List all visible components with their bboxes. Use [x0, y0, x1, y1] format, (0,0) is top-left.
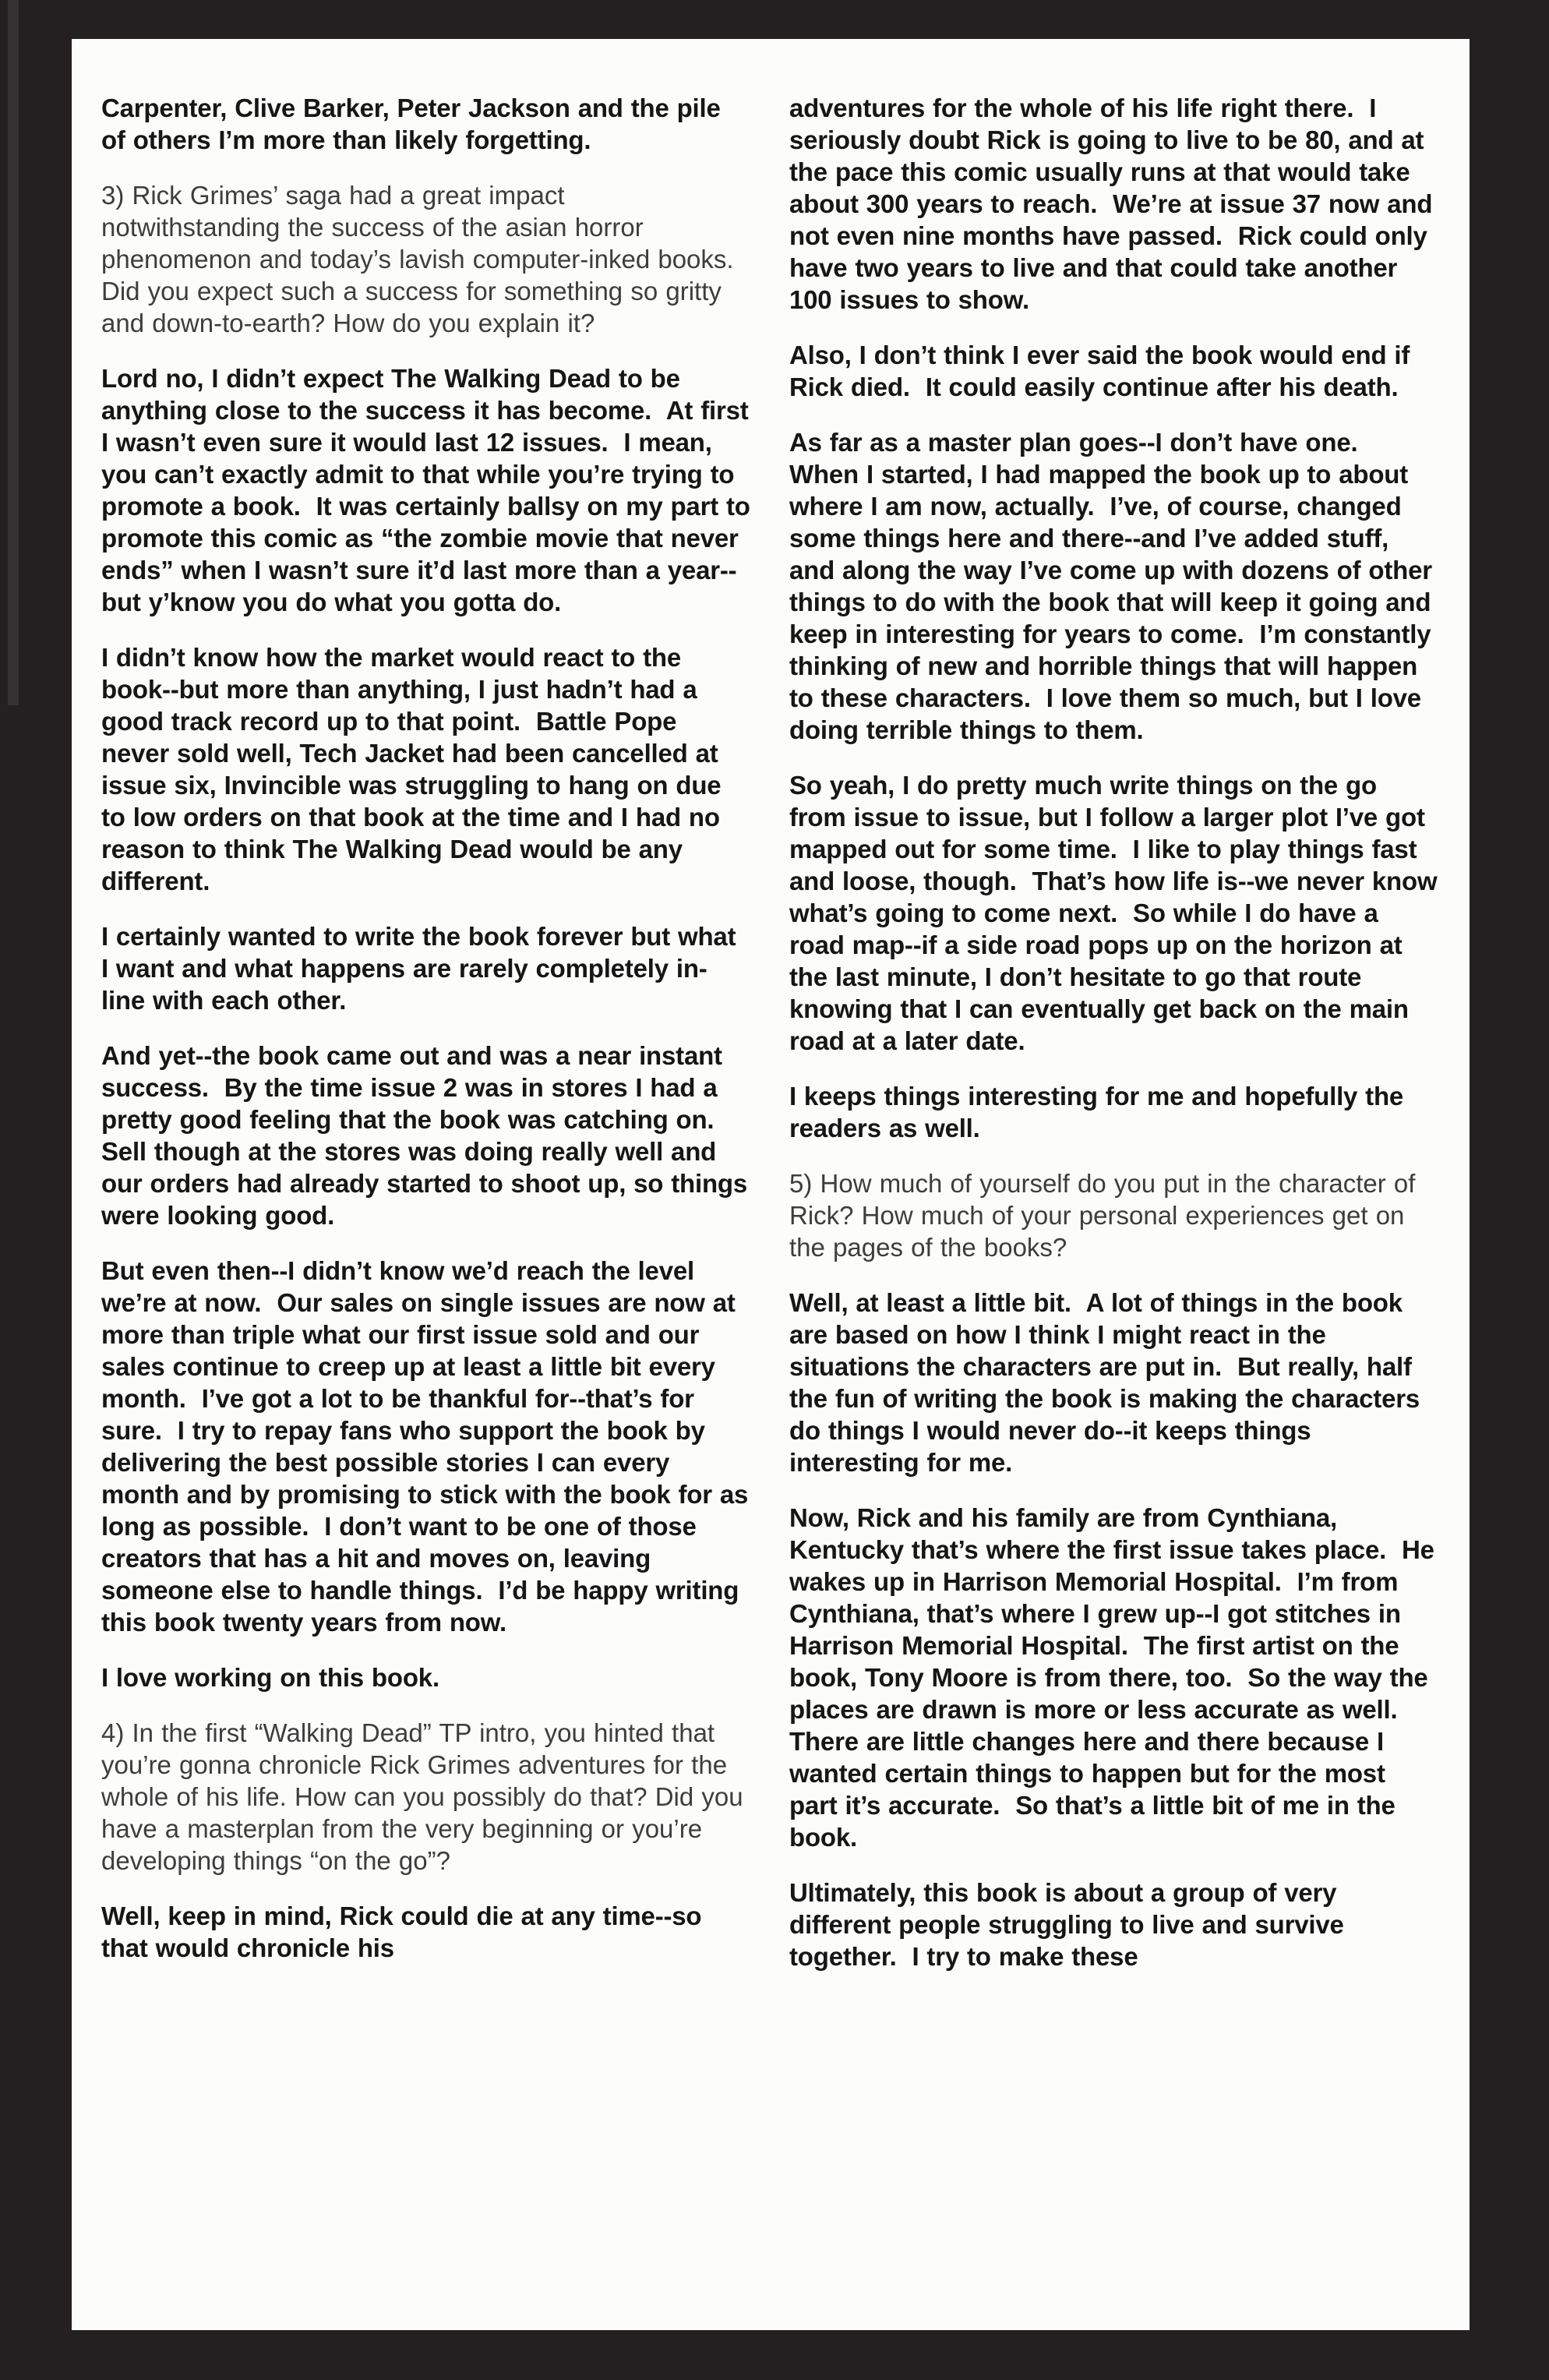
answer-paragraph: Lord no, I didn’t expect The Walking Dead to be anything close to the success it has become. At first I wasn’t even sure it would last 12 issues. I mean, you can’t exactly admit to that while you’re trying to promote a book. It was certainly ballsy on my part to promote this comic as “the zombie movie that never ends” when I wasn’t sure it’d last more than a year--but y’know you do what you gotta do.	[101, 364, 758, 616]
answer-paragraph: Well, at least a little bit. A lot of things in the book are based on how I think I might react in the situations the characters are put in. But really, half the fun of writing the book is making the characters do things I would never do--it keeps things interesting for me.	[789, 1288, 1428, 1477]
right-column	[789, 92, 1445, 1996]
answer-paragraph: Ultimately, this book is about a group of very different people struggling to live and survive together. I try to make these	[789, 1878, 1352, 1971]
question-paragraph: 5) How much of yourself do you put in the character of Rick? How much of your personal experiences get on the pages of the books?	[789, 1169, 1424, 1262]
answer-paragraph: I keeps things interesting for me and hopefully the readers as well.	[789, 1082, 1412, 1142]
scan-edge-artifact	[8, 0, 19, 705]
answer-paragraph: Well, keep in mind, Rick could die at any time--so that would chronicle his	[101, 1902, 710, 1962]
answer-paragraph: I love working on this book.	[101, 1663, 439, 1692]
answer-paragraph: I certainly wanted to write the book forever but what I want and what happens are rarely completely in-line with each other.	[101, 922, 744, 1015]
answer-paragraph: So yeah, I do pretty much write things on the go from issue to issue, but I follow a larger plot I’ve got mapped out for some time. I like to play things fast and loose, though. That’s how life is--we never know what’s going to come next. So while I do have a road map--if a side road pops up on the horizon at the last minute, I don’t hesitate to go that route knowing that I can eventually get back on the main road at a later date.	[789, 771, 1445, 1055]
answer-paragraph: I didn’t know how the market would react to the book--but more than anything, I just hadn’t had a good track record up to that point. Battle Pope never sold well, Tech Jacket had been cancelled at issue six, Invincible was struggling to hang on due to low orders on that book at the time and I had no reason to think The Walking Dead would be any different.	[101, 643, 729, 895]
question-paragraph: 3) Rick Grimes’ saga had a great impact notwithstanding the success of the asian horror phenomenon and today’s lavish computer-inked books. Did you expect such a success for something so gritty and down-to-earth? How do you explain it?	[101, 181, 750, 337]
answer-paragraph: As far as a master plan goes--I don’t have one. When I started, I had mapped the book up to about where I am now, actually. I’ve, of course, changed some things here and there--and I’ve added stuff, and along the way I’ve come up with dozens of other things to do with the book that will keep it going and keep in interesting for years to come. I’m constantly thinking of new and horrible things that will happen to these characters. I love them so much, but I love doing terrible things to them.	[789, 428, 1440, 744]
question-paragraph: 4) In the first “Walking Dead” TP intro, you hinted that you’re gonna chronicle Rick Grimes adventures for the whole of his life. How can you possibly do that? Did you have a masterplan from the very beginning or you’re developing things “on the go”?	[101, 1718, 751, 1875]
answer-paragraph: Also, I don’t think I ever said the book would end if Rick died. It could easily continue after his death.	[789, 341, 1418, 401]
answer-paragraph: But even then--I didn’t know we’d reach the level we’re at now. Our sales on single issues are now at more than triple what our first issue sold and our sales continue to creep up at least a little bit every month. I’ve got a lot to be thankful for--that’s for sure. I try to repay fans who support the book by delivering the best possible stories I can every month and by promising to stick with the book for as long as possible. I don’t want to be one of those creators that has a hit and moves on, leaving someone else to handle things. I’d be happy writing this book twenty years from now.	[101, 1256, 757, 1637]
answer-paragraph: And yet--the book came out and was a near instant success. By the time issue 2 was in stores I had a pretty good feeling that the book was catching on. Sell though at the stores was doing really well and our orders had already started to shoot up, so things were looking good.	[101, 1041, 755, 1230]
page	[72, 39, 1470, 2330]
answer-paragraph: Now, Rick and his family are from Cynthiana, Kentucky that’s where the first issue takes place. He wakes up in Harrison Memorial Hospital. I’m from Cynthiana, that’s where I grew up--I got stitches in Harrison Memorial Hospital. The first artist on the book, Tony Moore is from there, too. So the way the places are drawn is more or less accurate as well. There are little changes here and there because I wanted certain things to happen but for the most part it’s accurate. So that’s a little bit of me in the book.	[789, 1503, 1442, 1852]
left-column	[101, 92, 758, 1987]
text-columns	[101, 92, 1445, 1996]
answer-paragraph: adventures for the whole of his life right there. I seriously doubt Rick is going to live to be 80, and at the pace this comic usually runs at that would take about 300 years to reach. We’re at issue 37 now and not even nine months have passed. Rick could only have two years to live and that could take another 100 issues to show.	[789, 94, 1441, 314]
answer-paragraph: Carpenter, Clive Barker, Peter Jackson and the pile of others I’m more than likely forgetting.	[101, 94, 729, 154]
